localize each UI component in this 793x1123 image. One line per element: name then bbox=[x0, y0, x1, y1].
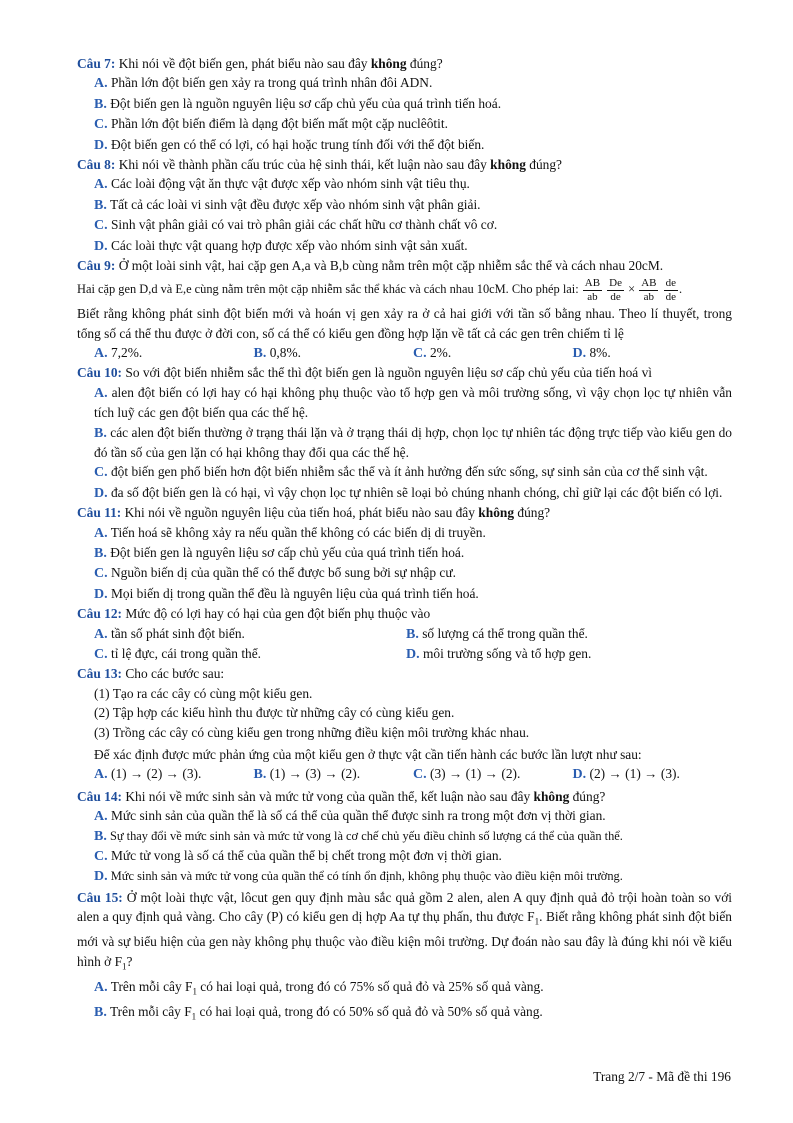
question-15-stem: Câu 15: Ở một loài thực vật, lôcut gen quy định màu sắc quả gồm 2 alen, alen A quy định quả đỏ trội hoàn toàn so với alen a quy định quả vàng. Cho cây (P) có kiểu gen dị hợp Aa tự thụ phấn, thu được $F_1$. Biết rằng không phát sinh đột biến mới và sự biểu hiện của gen này không phụ thuộc vào điều kiện môi trường. Dự đoán nào sau đây là đúng khi nói về kiểu hình ở $F_1$? bbox=[77, 889, 732, 972]
option-c: C. tỉ lệ đực, cái trong quần thể. bbox=[94, 646, 262, 663]
question-10-stem: Câu 10: So với đột biến nhiễm sắc thể thì đột biến gen là nguồn nguyên liệu sơ cấp chủ yếu của tiến hoá vì bbox=[77, 365, 652, 381]
option-a: A. Các loài động vật ăn thực vật được xếp vào nhóm sinh vật tiêu thụ. bbox=[94, 176, 470, 193]
question-14-stem: Câu 14: Khi nói về mức sinh sản và mức tử vong của quần thể, kết luận nào sau đây không đúng? bbox=[77, 788, 606, 804]
step-1: (1) Tạo ra các cây có cùng một kiểu gen. bbox=[94, 685, 313, 701]
question-9-line1: Câu 9: Ở một loài sinh vật, hai cặp gen A,a và B,b cùng nằm trên một cặp nhiễm sắc thể và cách nhau 20cM. bbox=[77, 258, 664, 274]
fraction-de-de-2: $\frac{de}{de}$ bbox=[665, 277, 676, 304]
question-9-line3: Biết rằng không phát sinh đột biến mới và hoán vị gen xảy ra ở cả hai giới với tần số bằng nhau. Theo lí thuyết, trong tổng số cá thể thu được ở đời con, số cá thể có kiểu gen đồng hợp lặn về tất cả các gen trên chiếm tỉ lệ bbox=[77, 306, 732, 341]
question-11-stem: Câu 11: Khi nói về nguồn nguyên liệu của tiến hoá, phát biểu nào sau đây không đúng? bbox=[77, 505, 551, 521]
option-c: C. Phần lớn đột biến điểm là dạng đột biến mất một cặp nuclêôtit. bbox=[94, 116, 448, 133]
option-b: B. Sự thay đổi về mức sinh sản và mức tử vong là cơ chế chủ yếu điều chỉnh số lượng cá thể của quần thể. bbox=[94, 828, 623, 844]
option-d: D. đa số đột biến gen là có hại, vì vậy chọn lọc tự nhiên sẽ loại bỏ chúng nhanh chóng, chỉ giữ lại các đột biến có lợi. bbox=[94, 484, 723, 501]
option-d: D. (2) → (1) → (3). bbox=[572, 766, 680, 783]
option-b: B. số lượng cá thể trong quần thể. bbox=[406, 625, 588, 642]
exam-page bbox=[77, 54, 732, 1027]
option-a: A. Mức sinh sản của quần thể là số cá thể của quần thể được sinh ra trong một đơn vị thời gian. bbox=[94, 808, 606, 825]
page-footer: Trang 2/7 - Mã đề thi 196 bbox=[593, 1069, 731, 1084]
question-15 bbox=[77, 888, 732, 1027]
question-10 bbox=[77, 363, 732, 503]
question-11 bbox=[77, 503, 732, 604]
fraction-ab-ab-2: $\frac{AB}{ab}$ bbox=[641, 277, 657, 304]
question-9-line2: Hai cặp gen D,d và E,e cùng nằm trên một cặp nhiễm sắc thể khác và cách nhau 10cM. Cho phép lai: $\frac{AB}{ab}$ $\frac{De}{de}$ × $\frac{AB}{ab}$ $\frac{de}{de}$ . bbox=[77, 277, 683, 304]
question-14 bbox=[77, 787, 732, 886]
option-a: A. Trên mỗi cây $F_1$ có hai loại quả, trong đó có 75% số quả đỏ và 25% số quả vàng. bbox=[94, 978, 544, 997]
option-a: A. 7,2%. bbox=[94, 344, 143, 361]
option-a: A. Phần lớn đột biến gen xảy ra trong quá trình nhân đôi ADN. bbox=[94, 75, 433, 92]
option-c: C. Mức tử vong là số cá thể của quần thể bị chết trong một đơn vị thời gian. bbox=[94, 848, 502, 865]
option-c: C. Nguồn biến dị của quần thể có thể được bổ sung bởi sự nhập cư. bbox=[94, 565, 456, 582]
option-c: C. Sinh vật phân giải có vai trò phân giải các chất hữu cơ thành chất vô cơ. bbox=[94, 217, 498, 234]
option-c: C. (3) → (1) → (2). bbox=[413, 766, 521, 783]
question-12-options-row2 bbox=[77, 644, 732, 664]
option-a: A. (1) → (2) → (3). bbox=[94, 766, 202, 783]
option-c: C. 2%. bbox=[413, 344, 452, 361]
fraction-ab-ab: $\frac{AB}{ab}$ bbox=[584, 277, 601, 304]
option-d: D. Đột biến gen có thể có lợi, có hại hoặc trung tính đối với thể đột biến. bbox=[94, 136, 485, 153]
option-a: A. alen đột biến có lợi hay có hại không phụ thuộc vào tổ hợp gen và môi trường sống, vì vậy chọn lọc tự nhiên vẫn tích luỹ các gen đột biến qua các thế hệ. bbox=[94, 384, 732, 421]
option-b: B. 0,8%. bbox=[253, 344, 301, 361]
option-d: D. Mức sinh sản và mức tử vong của quần thể có tính ổn định, không phụ thuộc vào điều kiện môi trường. bbox=[94, 868, 623, 884]
question-8 bbox=[77, 155, 732, 256]
question-12 bbox=[77, 604, 732, 664]
option-b: B. Tất cả các loài vi sinh vật đều được xếp vào nhóm sinh vật phân giải. bbox=[94, 196, 481, 213]
option-d: D. môi trường sống và tổ hợp gen. bbox=[406, 646, 592, 663]
question-13-stem: Câu 13: Cho các bước sau: bbox=[77, 666, 225, 682]
option-b: B. (1) → (3) → (2). bbox=[253, 766, 361, 783]
option-a: A. Tiến hoá sẽ không xảy ra nếu quần thể không có các biến dị di truyền. bbox=[94, 524, 486, 541]
question-7 bbox=[77, 54, 732, 155]
question-12-stem: Câu 12: Mức độ có lợi hay có hại của gen đột biến phụ thuộc vào bbox=[77, 606, 431, 622]
question-13 bbox=[77, 664, 732, 784]
question-7-stem: Câu 7: Khi nói về đột biến gen, phát biểu nào sau đây không đúng? bbox=[77, 56, 443, 71]
option-b: B. Đột biến gen là nguyên liệu sơ cấp chủ yếu của quá trình tiến hoá. bbox=[94, 545, 465, 561]
step-2: (2) Tập hợp các kiểu hình thu được từ những cây có cùng kiểu gen. bbox=[94, 705, 455, 721]
question-12-options-row1 bbox=[77, 624, 732, 644]
question-9 bbox=[77, 256, 732, 363]
question-9-options bbox=[77, 343, 732, 363]
option-d: D. 8%. bbox=[572, 344, 611, 361]
fraction-de-de: $\frac{De}{de}$ bbox=[609, 277, 622, 304]
option-b: B. Đột biến gen là nguồn nguyên liệu sơ cấp chủ yếu của quá trình tiến hoá. bbox=[94, 95, 502, 112]
option-d: D. Mọi biến dị trong quần thể đều là nguyên liệu của quá trình tiến hoá. bbox=[94, 585, 479, 602]
option-b: B. Trên mỗi cây $F_1$ có hai loại quả, trong đó có 50% số quả đỏ và 50% số quả vàng. bbox=[94, 1003, 543, 1022]
option-a: A. tần số phát sinh đột biến. bbox=[94, 625, 245, 642]
question-13-options bbox=[77, 764, 732, 784]
option-b: B. các alen đột biến thường ở trạng thái lặn và ở trạng thái dị hợp, chọn lọc tự nhiên tác động trực tiếp vào kiểu gen do đó tần số của gen lặn có hại không thay đổi qua các thế hệ. bbox=[94, 424, 733, 460]
step-3: (3) Trồng các cây có cùng kiểu gen trong những điều kiện môi trường khác nhau. bbox=[94, 724, 530, 740]
question-8-stem: Câu 8: Khi nói về thành phần cấu trúc của hệ sinh thái, kết luận nào sau đây không đúng? bbox=[77, 157, 562, 173]
question-13-question: Để xác định được mức phản ứng của một kiểu gen ở thực vật cần tiến hành các bước lần lượt như sau: bbox=[94, 747, 642, 763]
option-c: C. đột biến gen phổ biến hơn đột biến nhiễm sắc thể và ít ảnh hưởng đến sức sống, sự sinh sản của cơ thể sinh vật. bbox=[94, 464, 708, 481]
option-d: D. Các loài thực vật quang hợp được xếp vào nhóm sinh vật sản xuất. bbox=[94, 237, 468, 254]
